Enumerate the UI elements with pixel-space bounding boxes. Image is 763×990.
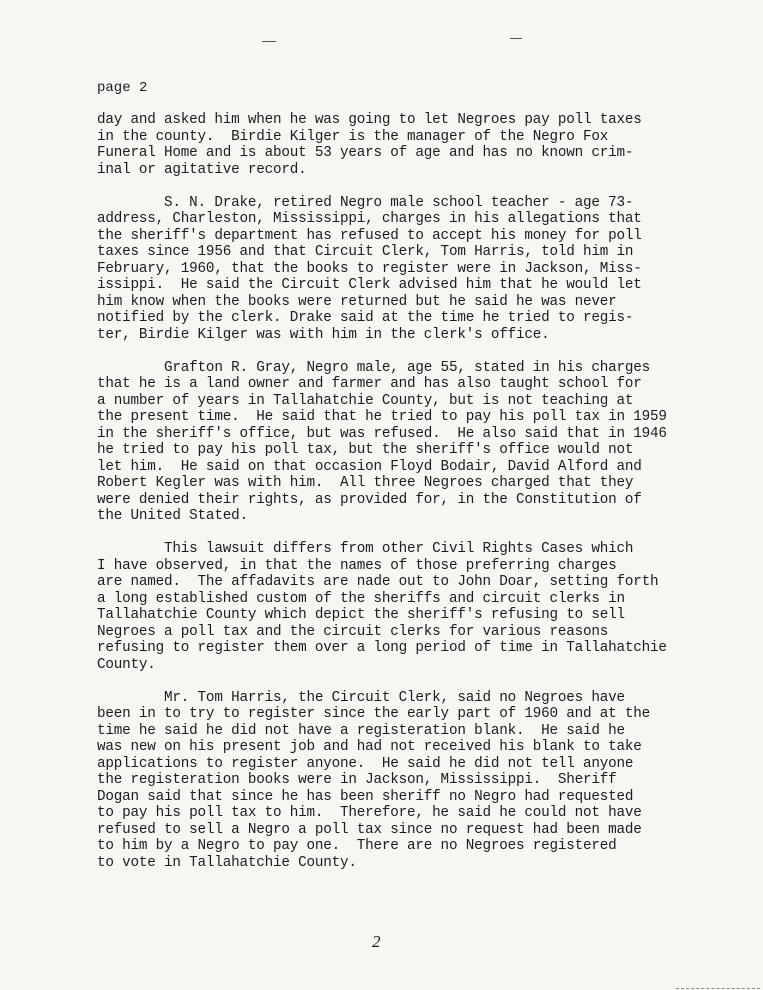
text-line: to him by a Negro to pay one. There are no Negroes registered <box>97 838 617 854</box>
text-line: Funeral Home and is about 53 years of age and has no known crim- <box>97 145 634 161</box>
text-line: notified by the clerk. Drake said at the time he tried to regis- <box>97 310 634 326</box>
page-header: page 2 <box>97 80 148 96</box>
text-line: Robert Kegler was with him. All three Negroes charged that they <box>97 475 634 491</box>
text-line: County. <box>97 656 156 673</box>
text-line: the present time. He said that he tried to pay his poll tax in 1959 <box>97 409 667 425</box>
scan-edge-mark <box>676 982 760 989</box>
text-line: S. N. Drake, retired Negro male school teacher - age 73- <box>97 194 634 211</box>
text-line: him know when the books were returned but he said he was never <box>97 293 617 310</box>
paragraph-gap <box>97 673 727 690</box>
text-line: refusing to register them over a long period of time in Tallahatchie <box>97 640 667 656</box>
text-line: time he said he did not have a registeration blank. He said he <box>97 722 625 739</box>
text-line: to vote in Tallahatchie County. <box>97 854 357 871</box>
paragraph <box>97 195 727 344</box>
text-line: the sheriff's department has refused to accept his money for poll <box>97 227 642 244</box>
scan-mark <box>262 41 276 42</box>
text-line: applications to register anyone. He said he did not tell anyone <box>97 755 634 772</box>
page-number: 2 <box>372 932 381 951</box>
text-line: that he is a land owner and farmer and has also taught school for <box>97 376 642 392</box>
paragraph <box>97 112 727 178</box>
text-line: address, Charleston, Mississippi, charges in his allegations that <box>97 211 642 227</box>
text-line: Grafton R. Gray, Negro male, age 55, stated in his charges <box>97 359 651 376</box>
paragraph <box>97 360 727 525</box>
text-line: Dogan said that since he has been sheriff no Negro had requested <box>97 788 634 805</box>
text-line: refused to sell a Negro a poll tax since no request had been made <box>97 821 642 838</box>
text-line: Mr. Tom Harris, the Circuit Clerk, said no Negroes have <box>97 689 625 706</box>
text-line: ter, Birdie Kilger was with him in the clerk's office. <box>97 326 550 343</box>
text-line: taxes since 1956 and that Circuit Clerk, Tom Harris, told him in <box>97 244 634 260</box>
paragraph <box>97 690 727 872</box>
paragraph-gap <box>97 178 727 195</box>
text-line: the registeration books were in Jackson, Mississippi. Sheriff <box>97 772 617 788</box>
paragraph-gap <box>97 343 727 360</box>
text-line: the United Stated. <box>97 508 248 524</box>
text-line: February, 1960, that the books to register were in Jackson, Miss- <box>97 260 642 277</box>
paragraph-gap <box>97 525 727 542</box>
text-line: Tallahatchie County which depict the sheriff's refusing to sell <box>97 607 625 623</box>
text-line: was new on his present job and had not received his blank to take <box>97 739 642 755</box>
text-line: day and asked him when he was going to let Negroes pay poll taxes <box>97 112 642 128</box>
text-line: are named. The affadavits are nade out to John Doar, setting forth <box>97 574 659 590</box>
text-line: to pay his poll tax to him. Therefore, he said he could not have <box>97 805 642 821</box>
text-line: been in to try to register since the early part of 1960 and at the <box>97 706 651 722</box>
text-line: were denied their rights, as provided for, in the Constitution of <box>97 491 642 508</box>
text-line: Negroes a poll tax and the circuit clerks for various reasons <box>97 623 609 640</box>
document-body <box>97 112 727 871</box>
text-line: a number of years in Tallahatchie County, but is not teaching at <box>97 392 634 409</box>
text-line: he tried to pay his poll tax, but the sheriff's office would not <box>97 442 634 458</box>
scan-mark <box>510 38 522 39</box>
text-line: a long established custom of the sheriffs and circuit clerks in <box>97 590 625 607</box>
text-line: in the county. Birdie Kilger is the manager of the Negro Fox <box>97 128 609 145</box>
text-line: in the sheriff's office, but was refused. He also said that in 1946 <box>97 425 667 442</box>
text-line: inal or agitative record. <box>97 161 307 178</box>
text-line: let him. He said on that occasion Floyd Bodair, David Alford and <box>97 458 642 475</box>
text-line: issippi. He said the Circuit Clerk advised him that he would let <box>97 277 642 293</box>
paragraph <box>97 541 727 673</box>
text-line: I have observed, in that the names of those preferring charges <box>97 557 617 574</box>
text-line: This lawsuit differs from other Civil Rights Cases which <box>97 541 634 557</box>
